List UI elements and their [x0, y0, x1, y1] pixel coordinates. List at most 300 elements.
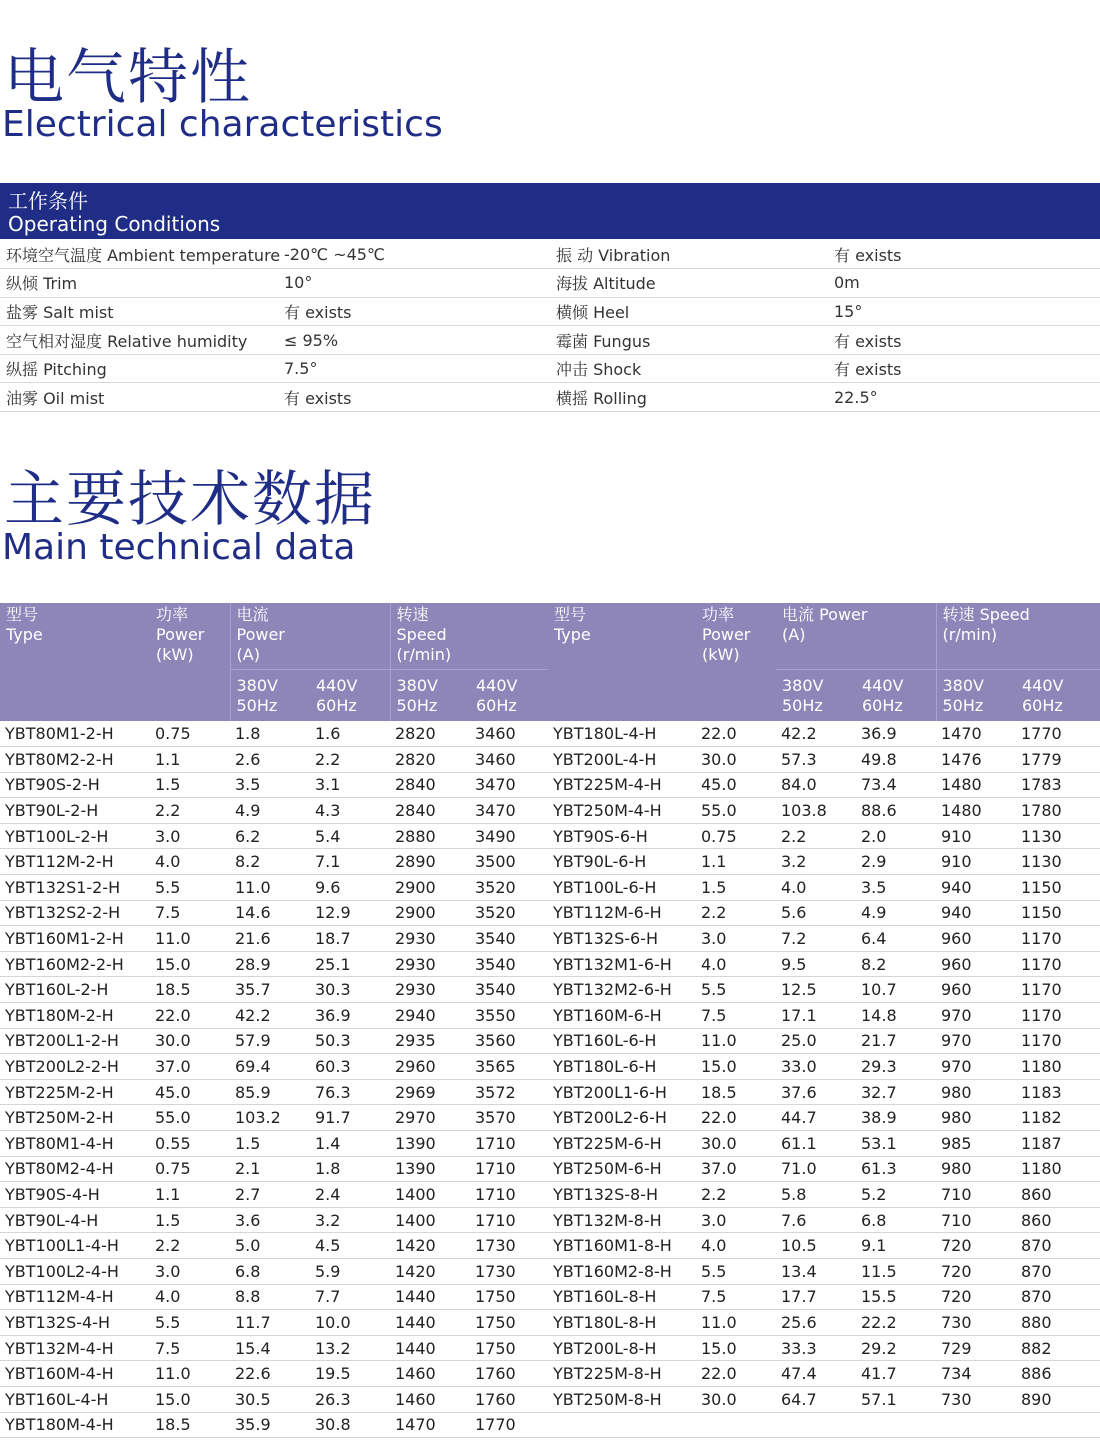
cell-type: YBT200L2-2-H [0, 1054, 150, 1080]
condition-value: 有 exists [828, 326, 1100, 355]
cell-power-right: 55.0 [696, 798, 776, 824]
cell-type: YBT90S-4-H [0, 1182, 150, 1208]
table-row [0, 823, 1100, 849]
cell-speed-380v-right: 970 [936, 1054, 1016, 1080]
cell-type: YBT160M2-2-H [0, 951, 150, 977]
cell-type-right: YBT132M2-6-H [548, 977, 696, 1003]
electrical-title-en: Electrical characteristics [2, 104, 443, 145]
cell-speed-440v-right: 1130 [1016, 849, 1100, 875]
table-row [0, 1361, 1100, 1387]
cell-current-380v: 69.4 [230, 1054, 310, 1080]
cell-speed-440v: 1730 [470, 1233, 548, 1259]
cell-speed-380v: 1440 [390, 1335, 470, 1361]
cell-power-right: 4.0 [696, 951, 776, 977]
cell-speed-380v-right: 730 [936, 1310, 1016, 1336]
cell-current-380v-right: 17.1 [776, 1003, 856, 1029]
cell-current-380v-right: 7.2 [776, 926, 856, 952]
cell-type-right: YBT160M1-8-H [548, 1233, 696, 1259]
cell-speed-380v-right: 960 [936, 926, 1016, 952]
cell-type-right: YBT180L-6-H [548, 1054, 696, 1080]
operating-conditions-table [0, 240, 1100, 412]
table-row [0, 1233, 1100, 1259]
cell-current-380v: 11.0 [230, 875, 310, 901]
cell-current-380v-right: 71.0 [776, 1156, 856, 1182]
cell-current-440v: 30.8 [310, 1412, 390, 1438]
cell-power-right: 11.0 [696, 1310, 776, 1336]
cell-current-380v: 2.6 [230, 747, 310, 773]
condition-row [0, 383, 1100, 412]
cell-current-380v-right: 44.7 [776, 1105, 856, 1131]
sub-440v: 440V 60Hz [470, 669, 548, 721]
electrical-title-cn: 电气特性 [4, 43, 252, 113]
cell-speed-440v: 1710 [470, 1131, 548, 1157]
cell-current-380v-right: 9.5 [776, 951, 856, 977]
cell-current-380v-right: 37.6 [776, 1079, 856, 1105]
condition-value: -20℃ ~45℃ [278, 240, 550, 269]
cell-current-380v: 2.1 [230, 1156, 310, 1182]
cell-power-right: 5.5 [696, 1258, 776, 1284]
cell-speed-380v-right [936, 1412, 1016, 1438]
cell-speed-380v: 1470 [390, 1412, 470, 1438]
cell-speed-380v: 2930 [390, 926, 470, 952]
cell-current-440v: 91.7 [310, 1105, 390, 1131]
cell-speed-380v-right: 960 [936, 977, 1016, 1003]
cell-power-right: 3.0 [696, 926, 776, 952]
cell-current-440v-right: 61.3 [856, 1156, 936, 1182]
cell-current-380v-right [776, 1412, 856, 1438]
cell-type: YBT160M-4-H [0, 1361, 150, 1387]
cell-type-right: YBT132M-8-H [548, 1207, 696, 1233]
cell-type-right: YBT200L1-6-H [548, 1079, 696, 1105]
cell-power-right: 22.0 [696, 721, 776, 747]
cell-current-440v: 19.5 [310, 1361, 390, 1387]
cell-speed-380v: 1400 [390, 1207, 470, 1233]
cell-speed-380v: 1440 [390, 1310, 470, 1336]
cell-type-right: YBT132S-6-H [548, 926, 696, 952]
cell-power-right: 1.5 [696, 875, 776, 901]
condition-row [0, 354, 1100, 383]
cell-current-380v-right: 61.1 [776, 1131, 856, 1157]
header-current-right: 电流 Power (A) [776, 603, 936, 669]
cell-speed-380v: 1460 [390, 1386, 470, 1412]
cell-current-440v: 9.6 [310, 875, 390, 901]
cell-current-440v: 1.6 [310, 721, 390, 747]
condition-label: 纵摇 Pitching [0, 354, 278, 383]
cell-speed-380v-right: 734 [936, 1361, 1016, 1387]
cell-current-380v-right: 103.8 [776, 798, 856, 824]
operating-conditions-title-cn: 工作条件 [8, 189, 88, 213]
cell-current-380v-right: 13.4 [776, 1258, 856, 1284]
table-row [0, 772, 1100, 798]
cell-current-380v: 3.5 [230, 772, 310, 798]
cell-current-440v-right: 73.4 [856, 772, 936, 798]
cell-speed-380v-right: 970 [936, 1028, 1016, 1054]
table-row [0, 926, 1100, 952]
cell-current-380v: 57.9 [230, 1028, 310, 1054]
cell-speed-440v-right: 1187 [1016, 1131, 1100, 1157]
cell-speed-440v: 3460 [470, 721, 548, 747]
cell-speed-440v: 3570 [470, 1105, 548, 1131]
condition-row [0, 269, 1100, 298]
cell-power-right: 2.2 [696, 900, 776, 926]
cell-current-380v: 15.4 [230, 1335, 310, 1361]
cell-speed-380v: 1390 [390, 1156, 470, 1182]
cell-speed-440v-right: 1170 [1016, 1028, 1100, 1054]
cell-type: YBT160M1-2-H [0, 926, 150, 952]
cell-type: YBT250M-2-H [0, 1105, 150, 1131]
sub-380v: 380V 50Hz [390, 669, 470, 721]
cell-current-380v: 14.6 [230, 900, 310, 926]
cell-speed-440v-right: 1170 [1016, 1003, 1100, 1029]
cell-power: 30.0 [150, 1028, 230, 1054]
cell-speed-440v-right: 860 [1016, 1207, 1100, 1233]
cell-speed-440v-right: 1150 [1016, 875, 1100, 901]
cell-current-440v: 3.1 [310, 772, 390, 798]
cell-power: 2.2 [150, 1233, 230, 1259]
cell-power: 3.0 [150, 1258, 230, 1284]
cell-type: YBT132S1-2-H [0, 875, 150, 901]
cell-current-380v: 85.9 [230, 1079, 310, 1105]
cell-power-right: 30.0 [696, 747, 776, 773]
cell-speed-380v-right: 910 [936, 823, 1016, 849]
cell-type: YBT90L-2-H [0, 798, 150, 824]
cell-current-440v-right: 57.1 [856, 1386, 936, 1412]
cell-current-380v-right: 33.3 [776, 1335, 856, 1361]
cell-power-right: 18.5 [696, 1079, 776, 1105]
cell-current-380v: 3.6 [230, 1207, 310, 1233]
cell-current-440v-right: 29.3 [856, 1054, 936, 1080]
cell-power: 11.0 [150, 926, 230, 952]
cell-power-right [696, 1412, 776, 1438]
cell-power-right: 1.1 [696, 849, 776, 875]
cell-current-380v-right: 25.0 [776, 1028, 856, 1054]
cell-power-right: 11.0 [696, 1028, 776, 1054]
cell-current-380v-right: 33.0 [776, 1054, 856, 1080]
cell-current-440v-right: 2.0 [856, 823, 936, 849]
cell-power: 22.0 [150, 1003, 230, 1029]
cell-speed-440v-right: 1783 [1016, 772, 1100, 798]
cell-speed-380v-right: 730 [936, 1386, 1016, 1412]
cell-type-right: YBT250M-4-H [548, 798, 696, 824]
cell-current-440v: 1.8 [310, 1156, 390, 1182]
cell-current-380v-right: 5.6 [776, 900, 856, 926]
cell-power: 18.5 [150, 1412, 230, 1438]
cell-current-380v: 8.2 [230, 849, 310, 875]
cell-power-right: 4.0 [696, 1233, 776, 1259]
cell-speed-440v: 1710 [470, 1207, 548, 1233]
cell-speed-440v-right: 880 [1016, 1310, 1100, 1336]
condition-label: 环境空气温度 Ambient temperature [0, 240, 278, 269]
table-row [0, 1182, 1100, 1208]
cell-type: YBT112M-2-H [0, 849, 150, 875]
condition-value: ≤ 95% [278, 326, 550, 355]
table-row [0, 1310, 1100, 1336]
table-row [0, 1028, 1100, 1054]
cell-speed-380v: 2969 [390, 1079, 470, 1105]
condition-value: 有 exists [278, 383, 550, 412]
cell-type-right: YBT200L-4-H [548, 747, 696, 773]
table-row [0, 1156, 1100, 1182]
cell-current-380v-right: 3.2 [776, 849, 856, 875]
cell-power-right: 7.5 [696, 1284, 776, 1310]
cell-current-380v-right: 2.2 [776, 823, 856, 849]
cell-speed-380v: 2900 [390, 875, 470, 901]
cell-power-right: 5.5 [696, 977, 776, 1003]
cell-current-440v-right: 38.9 [856, 1105, 936, 1131]
cell-current-440v: 2.4 [310, 1182, 390, 1208]
cell-current-380v: 6.2 [230, 823, 310, 849]
cell-current-440v: 5.4 [310, 823, 390, 849]
cell-type-right: YBT160L-8-H [548, 1284, 696, 1310]
cell-type: YBT80M2-4-H [0, 1156, 150, 1182]
cell-type-right: YBT250M-6-H [548, 1156, 696, 1182]
cell-power: 0.75 [150, 1156, 230, 1182]
cell-current-380v-right: 64.7 [776, 1386, 856, 1412]
cell-speed-440v: 3460 [470, 747, 548, 773]
cell-power: 1.1 [150, 747, 230, 773]
cell-power: 15.0 [150, 1386, 230, 1412]
cell-current-380v-right: 57.3 [776, 747, 856, 773]
cell-speed-440v: 3572 [470, 1079, 548, 1105]
cell-type-right: YBT132M1-6-H [548, 951, 696, 977]
main-technical-data-table [0, 603, 1100, 1438]
cell-current-440v-right: 5.2 [856, 1182, 936, 1208]
cell-current-380v-right: 47.4 [776, 1361, 856, 1387]
table-row [0, 1258, 1100, 1284]
cell-current-380v: 103.2 [230, 1105, 310, 1131]
condition-value: 22.5° [828, 383, 1100, 412]
cell-current-380v-right: 5.8 [776, 1182, 856, 1208]
sub-440v: 440V 60Hz [310, 669, 390, 721]
cell-current-380v: 42.2 [230, 1003, 310, 1029]
cell-current-380v: 8.8 [230, 1284, 310, 1310]
table-row [0, 1386, 1100, 1412]
cell-speed-440v-right: 870 [1016, 1284, 1100, 1310]
cell-speed-380v-right: 980 [936, 1079, 1016, 1105]
cell-speed-380v: 2930 [390, 977, 470, 1003]
cell-speed-440v: 3540 [470, 977, 548, 1003]
cell-current-440v: 50.3 [310, 1028, 390, 1054]
cell-power: 11.0 [150, 1361, 230, 1387]
cell-current-380v: 28.9 [230, 951, 310, 977]
cell-power-right: 22.0 [696, 1361, 776, 1387]
table-row [0, 977, 1100, 1003]
cell-speed-440v: 3470 [470, 772, 548, 798]
cell-current-440v: 3.2 [310, 1207, 390, 1233]
cell-speed-380v: 2935 [390, 1028, 470, 1054]
cell-current-440v: 4.3 [310, 798, 390, 824]
condition-label: 冲击 Shock [550, 354, 828, 383]
condition-label: 盐雾 Salt mist [0, 297, 278, 326]
cell-current-440v-right: 32.7 [856, 1079, 936, 1105]
table-row [0, 798, 1100, 824]
cell-speed-380v: 1440 [390, 1284, 470, 1310]
cell-current-440v-right: 8.2 [856, 951, 936, 977]
condition-label: 横摇 Rolling [550, 383, 828, 412]
header-current: 电流 Power (A) [230, 603, 390, 669]
cell-current-380v-right: 12.5 [776, 977, 856, 1003]
cell-type-right: YBT200L2-6-H [548, 1105, 696, 1131]
cell-current-440v-right: 6.4 [856, 926, 936, 952]
cell-current-440v: 18.7 [310, 926, 390, 952]
condition-row [0, 240, 1100, 269]
cell-type: YBT80M1-4-H [0, 1131, 150, 1157]
cell-speed-440v-right: 860 [1016, 1182, 1100, 1208]
cell-current-380v-right: 84.0 [776, 772, 856, 798]
cell-speed-440v-right: 886 [1016, 1361, 1100, 1387]
cell-speed-380v: 1390 [390, 1131, 470, 1157]
cell-type: YBT180M-4-H [0, 1412, 150, 1438]
cell-current-440v: 1.4 [310, 1131, 390, 1157]
cell-type: YBT132S-4-H [0, 1310, 150, 1336]
table-header-row [0, 603, 1100, 669]
cell-type: YBT225M-2-H [0, 1079, 150, 1105]
cell-type: YBT90S-2-H [0, 772, 150, 798]
cell-speed-380v: 2960 [390, 1054, 470, 1080]
sub-380v: 380V 50Hz [230, 669, 310, 721]
condition-label: 振 动 Vibration [550, 240, 828, 269]
cell-current-440v-right: 15.5 [856, 1284, 936, 1310]
cell-speed-380v-right: 985 [936, 1131, 1016, 1157]
cell-power-right: 0.75 [696, 823, 776, 849]
operating-conditions-title-en: Operating Conditions [8, 212, 221, 236]
cell-speed-380v: 2890 [390, 849, 470, 875]
cell-current-440v-right: 6.8 [856, 1207, 936, 1233]
cell-speed-380v: 2820 [390, 721, 470, 747]
cell-type-right: YBT225M-8-H [548, 1361, 696, 1387]
cell-type: YBT180M-2-H [0, 1003, 150, 1029]
table-row [0, 1003, 1100, 1029]
cell-speed-380v: 1420 [390, 1233, 470, 1259]
cell-current-440v: 30.3 [310, 977, 390, 1003]
cell-type: YBT100L-2-H [0, 823, 150, 849]
cell-type-right: YBT180L-8-H [548, 1310, 696, 1336]
cell-current-440v: 12.9 [310, 900, 390, 926]
cell-current-440v-right: 22.2 [856, 1310, 936, 1336]
table-row [0, 1105, 1100, 1131]
cell-speed-380v-right: 1470 [936, 721, 1016, 747]
cell-type-right: YBT225M-6-H [548, 1131, 696, 1157]
cell-current-440v: 7.7 [310, 1284, 390, 1310]
cell-speed-440v-right: 1180 [1016, 1054, 1100, 1080]
cell-current-440v: 4.5 [310, 1233, 390, 1259]
cell-speed-440v: 3470 [470, 798, 548, 824]
cell-current-440v-right: 9.1 [856, 1233, 936, 1259]
cell-type: YBT80M1-2-H [0, 721, 150, 747]
header-power: 功率 Power (kW) [150, 603, 230, 721]
cell-current-380v-right: 10.5 [776, 1233, 856, 1259]
condition-label: 霉菌 Fungus [550, 326, 828, 355]
condition-value: 有 exists [828, 354, 1100, 383]
cell-current-380v: 5.0 [230, 1233, 310, 1259]
cell-speed-380v-right: 940 [936, 875, 1016, 901]
cell-speed-380v-right: 980 [936, 1156, 1016, 1182]
cell-speed-440v: 1760 [470, 1386, 548, 1412]
cell-type: YBT100L2-4-H [0, 1258, 150, 1284]
cell-current-380v: 30.5 [230, 1386, 310, 1412]
cell-current-440v-right: 41.7 [856, 1361, 936, 1387]
cell-current-380v-right: 4.0 [776, 875, 856, 901]
table-row [0, 1079, 1100, 1105]
cell-current-440v-right: 88.6 [856, 798, 936, 824]
cell-current-440v-right: 4.9 [856, 900, 936, 926]
cell-power: 1.5 [150, 772, 230, 798]
cell-power: 1.1 [150, 1182, 230, 1208]
table-row [0, 875, 1100, 901]
cell-type-right: YBT250M-8-H [548, 1386, 696, 1412]
cell-type-right: YBT225M-4-H [548, 772, 696, 798]
condition-value: 有 exists [828, 240, 1100, 269]
cell-speed-440v: 3550 [470, 1003, 548, 1029]
cell-speed-440v-right: 1170 [1016, 951, 1100, 977]
cell-power-right: 30.0 [696, 1386, 776, 1412]
cell-power: 4.0 [150, 849, 230, 875]
cell-speed-380v: 1400 [390, 1182, 470, 1208]
header-type: 型号 Type [0, 603, 150, 721]
cell-power: 37.0 [150, 1054, 230, 1080]
cell-speed-440v: 3520 [470, 875, 548, 901]
cell-type-right: YBT100L-6-H [548, 875, 696, 901]
cell-speed-440v-right: 870 [1016, 1258, 1100, 1284]
cell-speed-440v-right: 1780 [1016, 798, 1100, 824]
cell-current-440v: 5.9 [310, 1258, 390, 1284]
condition-row [0, 326, 1100, 355]
cell-power: 4.0 [150, 1284, 230, 1310]
sub-380v-right: 380V 50Hz [776, 669, 856, 721]
cell-speed-440v-right: 1150 [1016, 900, 1100, 926]
cell-type-right: YBT180L-4-H [548, 721, 696, 747]
operating-conditions-banner [0, 183, 1100, 239]
cell-current-440v: 60.3 [310, 1054, 390, 1080]
cell-speed-440v: 1730 [470, 1258, 548, 1284]
cell-power: 55.0 [150, 1105, 230, 1131]
cell-current-380v: 35.9 [230, 1412, 310, 1438]
cell-type-right: YBT90S-6-H [548, 823, 696, 849]
cell-current-380v-right: 7.6 [776, 1207, 856, 1233]
cell-type-right: YBT160L-6-H [548, 1028, 696, 1054]
cell-speed-440v-right: 1170 [1016, 977, 1100, 1003]
cell-type: YBT132M-4-H [0, 1335, 150, 1361]
cell-power: 0.55 [150, 1131, 230, 1157]
header-type-right: 型号 Type [548, 603, 696, 721]
cell-speed-380v-right: 960 [936, 951, 1016, 977]
cell-speed-380v: 2900 [390, 900, 470, 926]
cell-power: 18.5 [150, 977, 230, 1003]
cell-speed-440v-right: 890 [1016, 1386, 1100, 1412]
cell-speed-380v-right: 720 [936, 1258, 1016, 1284]
cell-speed-440v: 1770 [470, 1412, 548, 1438]
cell-speed-380v: 2840 [390, 798, 470, 824]
header-speed: 转速 Speed (r/min) [390, 603, 548, 669]
cell-speed-440v: 3540 [470, 926, 548, 952]
cell-speed-440v: 3490 [470, 823, 548, 849]
cell-speed-380v-right: 710 [936, 1182, 1016, 1208]
cell-current-380v: 21.6 [230, 926, 310, 952]
cell-speed-380v: 2930 [390, 951, 470, 977]
cell-speed-440v-right: 1182 [1016, 1105, 1100, 1131]
condition-value: 有 exists [278, 297, 550, 326]
cell-speed-440v-right: 1130 [1016, 823, 1100, 849]
cell-current-380v: 2.7 [230, 1182, 310, 1208]
cell-type: YBT90L-4-H [0, 1207, 150, 1233]
cell-type-right: YBT160M-6-H [548, 1003, 696, 1029]
cell-current-440v-right: 29.2 [856, 1335, 936, 1361]
cell-current-440v-right: 11.5 [856, 1258, 936, 1284]
cell-type-right: YBT160M2-8-H [548, 1258, 696, 1284]
main-data-title-cn: 主要技术数据 [4, 465, 376, 535]
cell-type: YBT80M2-2-H [0, 747, 150, 773]
cell-current-440v: 10.0 [310, 1310, 390, 1336]
